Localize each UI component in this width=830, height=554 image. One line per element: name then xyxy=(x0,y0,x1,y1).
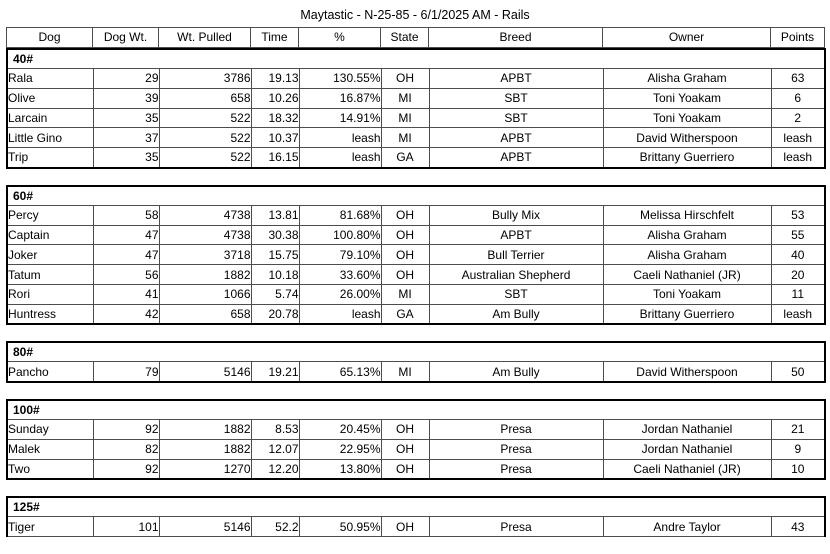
cell-breed: Presa xyxy=(429,459,603,479)
cell-wt-pulled: 522 xyxy=(159,148,251,168)
cell-breed: Am Bully xyxy=(429,362,603,382)
cell-state: MI xyxy=(381,108,429,128)
cell-owner: David Witherspoon xyxy=(603,128,771,148)
cell-owner: Brittany Guerriero xyxy=(603,148,771,168)
cell-points: 40 xyxy=(771,245,825,265)
cell-owner: David Witherspoon xyxy=(603,362,771,382)
weight-class-label: 60# xyxy=(7,186,825,206)
column-header-wt-pulled: Wt. Pulled xyxy=(159,28,251,48)
cell-dog-wt: 79 xyxy=(93,362,159,382)
cell-owner: Toni Yoakam xyxy=(603,285,771,305)
cell-wt-pulled: 522 xyxy=(159,128,251,148)
column-header-percent: % xyxy=(299,28,381,48)
cell-dog-wt: 92 xyxy=(93,459,159,479)
cell-wt-pulled: 1882 xyxy=(159,265,251,285)
cell-owner: Andre Taylor xyxy=(603,517,771,537)
cell-owner: Alisha Graham xyxy=(603,225,771,245)
column-header-breed: Breed xyxy=(429,28,603,48)
cell-dog: Two xyxy=(7,459,93,479)
cell-points: 6 xyxy=(771,88,825,108)
table-row xyxy=(7,439,825,459)
cell-breed: APBT xyxy=(429,69,603,89)
column-header-row xyxy=(7,28,825,48)
cell-dog: Little Gino xyxy=(7,128,93,148)
cell-owner: Melissa Hirschfelt xyxy=(603,205,771,225)
cell-owner: Toni Yoakam xyxy=(603,88,771,108)
cell-dog-wt: 35 xyxy=(93,148,159,168)
cell-owner: Toni Yoakam xyxy=(603,108,771,128)
cell-percent: leash xyxy=(299,148,381,168)
cell-dog-wt: 56 xyxy=(93,265,159,285)
cell-breed: Bully Mix xyxy=(429,205,603,225)
cell-breed: APBT xyxy=(429,148,603,168)
cell-dog: Captain xyxy=(7,225,93,245)
cell-owner: Alisha Graham xyxy=(603,69,771,89)
cell-points: 9 xyxy=(771,439,825,459)
cell-dog-wt: 39 xyxy=(93,88,159,108)
cell-dog-wt: 37 xyxy=(93,128,159,148)
cell-time: 10.18 xyxy=(251,265,299,285)
cell-state: OH xyxy=(381,265,429,285)
cell-dog-wt: 101 xyxy=(93,517,159,537)
cell-breed: Bull Terrier xyxy=(429,245,603,265)
cell-points: 21 xyxy=(771,420,825,440)
cell-wt-pulled: 1882 xyxy=(159,420,251,440)
table-row xyxy=(7,148,825,168)
cell-percent: 14.91% xyxy=(299,108,381,128)
weight-class-header-row xyxy=(7,400,825,420)
table-row xyxy=(7,459,825,479)
cell-percent: 16.87% xyxy=(299,88,381,108)
cell-points: 43 xyxy=(771,517,825,537)
cell-breed: SBT xyxy=(429,285,603,305)
column-header-owner: Owner xyxy=(603,28,771,48)
cell-breed: SBT xyxy=(429,108,603,128)
cell-time: 19.13 xyxy=(251,69,299,89)
cell-points: leash xyxy=(771,304,825,324)
cell-state: OH xyxy=(381,439,429,459)
cell-breed: SBT xyxy=(429,88,603,108)
cell-breed: Presa xyxy=(429,517,603,537)
cell-dog-wt: 47 xyxy=(93,225,159,245)
cell-points: 10 xyxy=(771,459,825,479)
cell-percent: 130.55% xyxy=(299,69,381,89)
cell-dog: Percy xyxy=(7,205,93,225)
cell-state: OH xyxy=(381,420,429,440)
cell-percent: 50.95% xyxy=(299,517,381,537)
cell-percent: 20.45% xyxy=(299,420,381,440)
cell-dog-wt: 82 xyxy=(93,439,159,459)
cell-percent: 79.10% xyxy=(299,245,381,265)
cell-breed: APBT xyxy=(429,225,603,245)
table-row xyxy=(7,88,825,108)
cell-breed: APBT xyxy=(429,128,603,148)
cell-dog-wt: 58 xyxy=(93,205,159,225)
cell-time: 20.78 xyxy=(251,304,299,324)
cell-time: 13.81 xyxy=(251,205,299,225)
cell-wt-pulled: 3718 xyxy=(159,245,251,265)
cell-owner: Jordan Nathaniel xyxy=(603,439,771,459)
weight-class-header-row xyxy=(7,342,825,362)
cell-dog-wt: 47 xyxy=(93,245,159,265)
weight-class-label: 80# xyxy=(7,342,825,362)
cell-wt-pulled: 3786 xyxy=(159,69,251,89)
table-row xyxy=(7,517,825,537)
table-row xyxy=(7,265,825,285)
table-row xyxy=(7,304,825,324)
cell-wt-pulled: 1066 xyxy=(159,285,251,305)
cell-time: 12.20 xyxy=(251,459,299,479)
cell-time: 5.74 xyxy=(251,285,299,305)
cell-state: OH xyxy=(381,245,429,265)
cell-time: 10.26 xyxy=(251,88,299,108)
cell-state: MI xyxy=(381,362,429,382)
cell-percent: 65.13% xyxy=(299,362,381,382)
cell-points: 63 xyxy=(771,69,825,89)
page-title: Maytastic - N-25-85 - 6/1/2025 AM - Rails xyxy=(300,8,530,22)
cell-owner: Caeli Nathaniel (JR) xyxy=(603,265,771,285)
cell-time: 10.37 xyxy=(251,128,299,148)
cell-dog: Sunday xyxy=(7,420,93,440)
cell-time: 18.32 xyxy=(251,108,299,128)
column-header-state: State xyxy=(381,28,429,48)
cell-points: 53 xyxy=(771,205,825,225)
cell-time: 15.75 xyxy=(251,245,299,265)
cell-state: OH xyxy=(381,517,429,537)
weight-class-label: 100# xyxy=(7,400,825,420)
cell-wt-pulled: 4738 xyxy=(159,205,251,225)
cell-state: MI xyxy=(381,128,429,148)
cell-wt-pulled: 658 xyxy=(159,304,251,324)
cell-points: 20 xyxy=(771,265,825,285)
results-header-row xyxy=(6,27,825,48)
cell-dog: Tatum xyxy=(7,265,93,285)
cell-breed: Australian Shepherd xyxy=(429,265,603,285)
table-row xyxy=(7,245,825,265)
cell-points: leash xyxy=(771,128,825,148)
column-header-dog: Dog xyxy=(7,28,93,48)
cell-time: 52.2 xyxy=(251,517,299,537)
weight-class-section-125 xyxy=(6,496,826,537)
cell-breed: Presa xyxy=(429,439,603,459)
cell-wt-pulled: 1270 xyxy=(159,459,251,479)
cell-owner: Caeli Nathaniel (JR) xyxy=(603,459,771,479)
weight-class-header-row xyxy=(7,186,825,206)
cell-time: 19.21 xyxy=(251,362,299,382)
cell-state: MI xyxy=(381,88,429,108)
cell-owner: Jordan Nathaniel xyxy=(603,420,771,440)
weight-class-sections xyxy=(0,48,830,537)
cell-wt-pulled: 4738 xyxy=(159,225,251,245)
cell-state: OH xyxy=(381,225,429,245)
cell-percent: leash xyxy=(299,304,381,324)
cell-dog: Pancho xyxy=(7,362,93,382)
cell-points: 50 xyxy=(771,362,825,382)
cell-state: OH xyxy=(381,459,429,479)
table-row xyxy=(7,69,825,89)
cell-dog-wt: 42 xyxy=(93,304,159,324)
cell-percent: 81.68% xyxy=(299,205,381,225)
cell-breed: Presa xyxy=(429,420,603,440)
cell-percent: 33.60% xyxy=(299,265,381,285)
weight-class-section-80 xyxy=(6,341,826,383)
cell-dog: Tiger xyxy=(7,517,93,537)
cell-wt-pulled: 658 xyxy=(159,88,251,108)
weight-class-section-100 xyxy=(6,399,826,480)
weight-class-section-60 xyxy=(6,185,826,326)
cell-percent: leash xyxy=(299,128,381,148)
cell-dog: Trip xyxy=(7,148,93,168)
weight-class-label: 125# xyxy=(7,497,825,517)
cell-dog: Rori xyxy=(7,285,93,305)
cell-state: OH xyxy=(381,69,429,89)
cell-owner: Alisha Graham xyxy=(603,245,771,265)
cell-wt-pulled: 1882 xyxy=(159,439,251,459)
weight-class-section-40 xyxy=(6,48,826,169)
cell-percent: 22.95% xyxy=(299,439,381,459)
cell-wt-pulled: 5146 xyxy=(159,362,251,382)
cell-breed: Am Bully xyxy=(429,304,603,324)
cell-dog-wt: 35 xyxy=(93,108,159,128)
table-row xyxy=(7,362,825,382)
cell-time: 12.07 xyxy=(251,439,299,459)
cell-percent: 26.00% xyxy=(299,285,381,305)
table-row xyxy=(7,225,825,245)
column-header-points: Points xyxy=(771,28,825,48)
cell-points: 55 xyxy=(771,225,825,245)
cell-dog: Malek xyxy=(7,439,93,459)
cell-points: 11 xyxy=(771,285,825,305)
column-header-time: Time xyxy=(251,28,299,48)
cell-percent: 13.80% xyxy=(299,459,381,479)
cell-dog-wt: 29 xyxy=(93,69,159,89)
table-row xyxy=(7,420,825,440)
cell-time: 16.15 xyxy=(251,148,299,168)
cell-owner: Brittany Guerriero xyxy=(603,304,771,324)
table-row xyxy=(7,128,825,148)
cell-dog: Rala xyxy=(7,69,93,89)
table-row xyxy=(7,285,825,305)
cell-state: OH xyxy=(381,205,429,225)
column-header-dog-wt: Dog Wt. xyxy=(93,28,159,48)
cell-state: MI xyxy=(381,285,429,305)
cell-dog: Joker xyxy=(7,245,93,265)
cell-dog-wt: 92 xyxy=(93,420,159,440)
weight-class-header-row xyxy=(7,49,825,69)
cell-wt-pulled: 5146 xyxy=(159,517,251,537)
weight-class-label: 40# xyxy=(7,49,825,69)
cell-time: 30.38 xyxy=(251,225,299,245)
cell-percent: 100.80% xyxy=(299,225,381,245)
table-row xyxy=(7,205,825,225)
table-row xyxy=(7,108,825,128)
cell-points: 2 xyxy=(771,108,825,128)
cell-points: leash xyxy=(771,148,825,168)
cell-wt-pulled: 522 xyxy=(159,108,251,128)
weight-class-header-row xyxy=(7,497,825,517)
cell-state: GA xyxy=(381,148,429,168)
cell-state: GA xyxy=(381,304,429,324)
cell-dog: Olive xyxy=(7,88,93,108)
cell-time: 8.53 xyxy=(251,420,299,440)
cell-dog: Larcain xyxy=(7,108,93,128)
cell-dog-wt: 41 xyxy=(93,285,159,305)
cell-dog: Huntress xyxy=(7,304,93,324)
